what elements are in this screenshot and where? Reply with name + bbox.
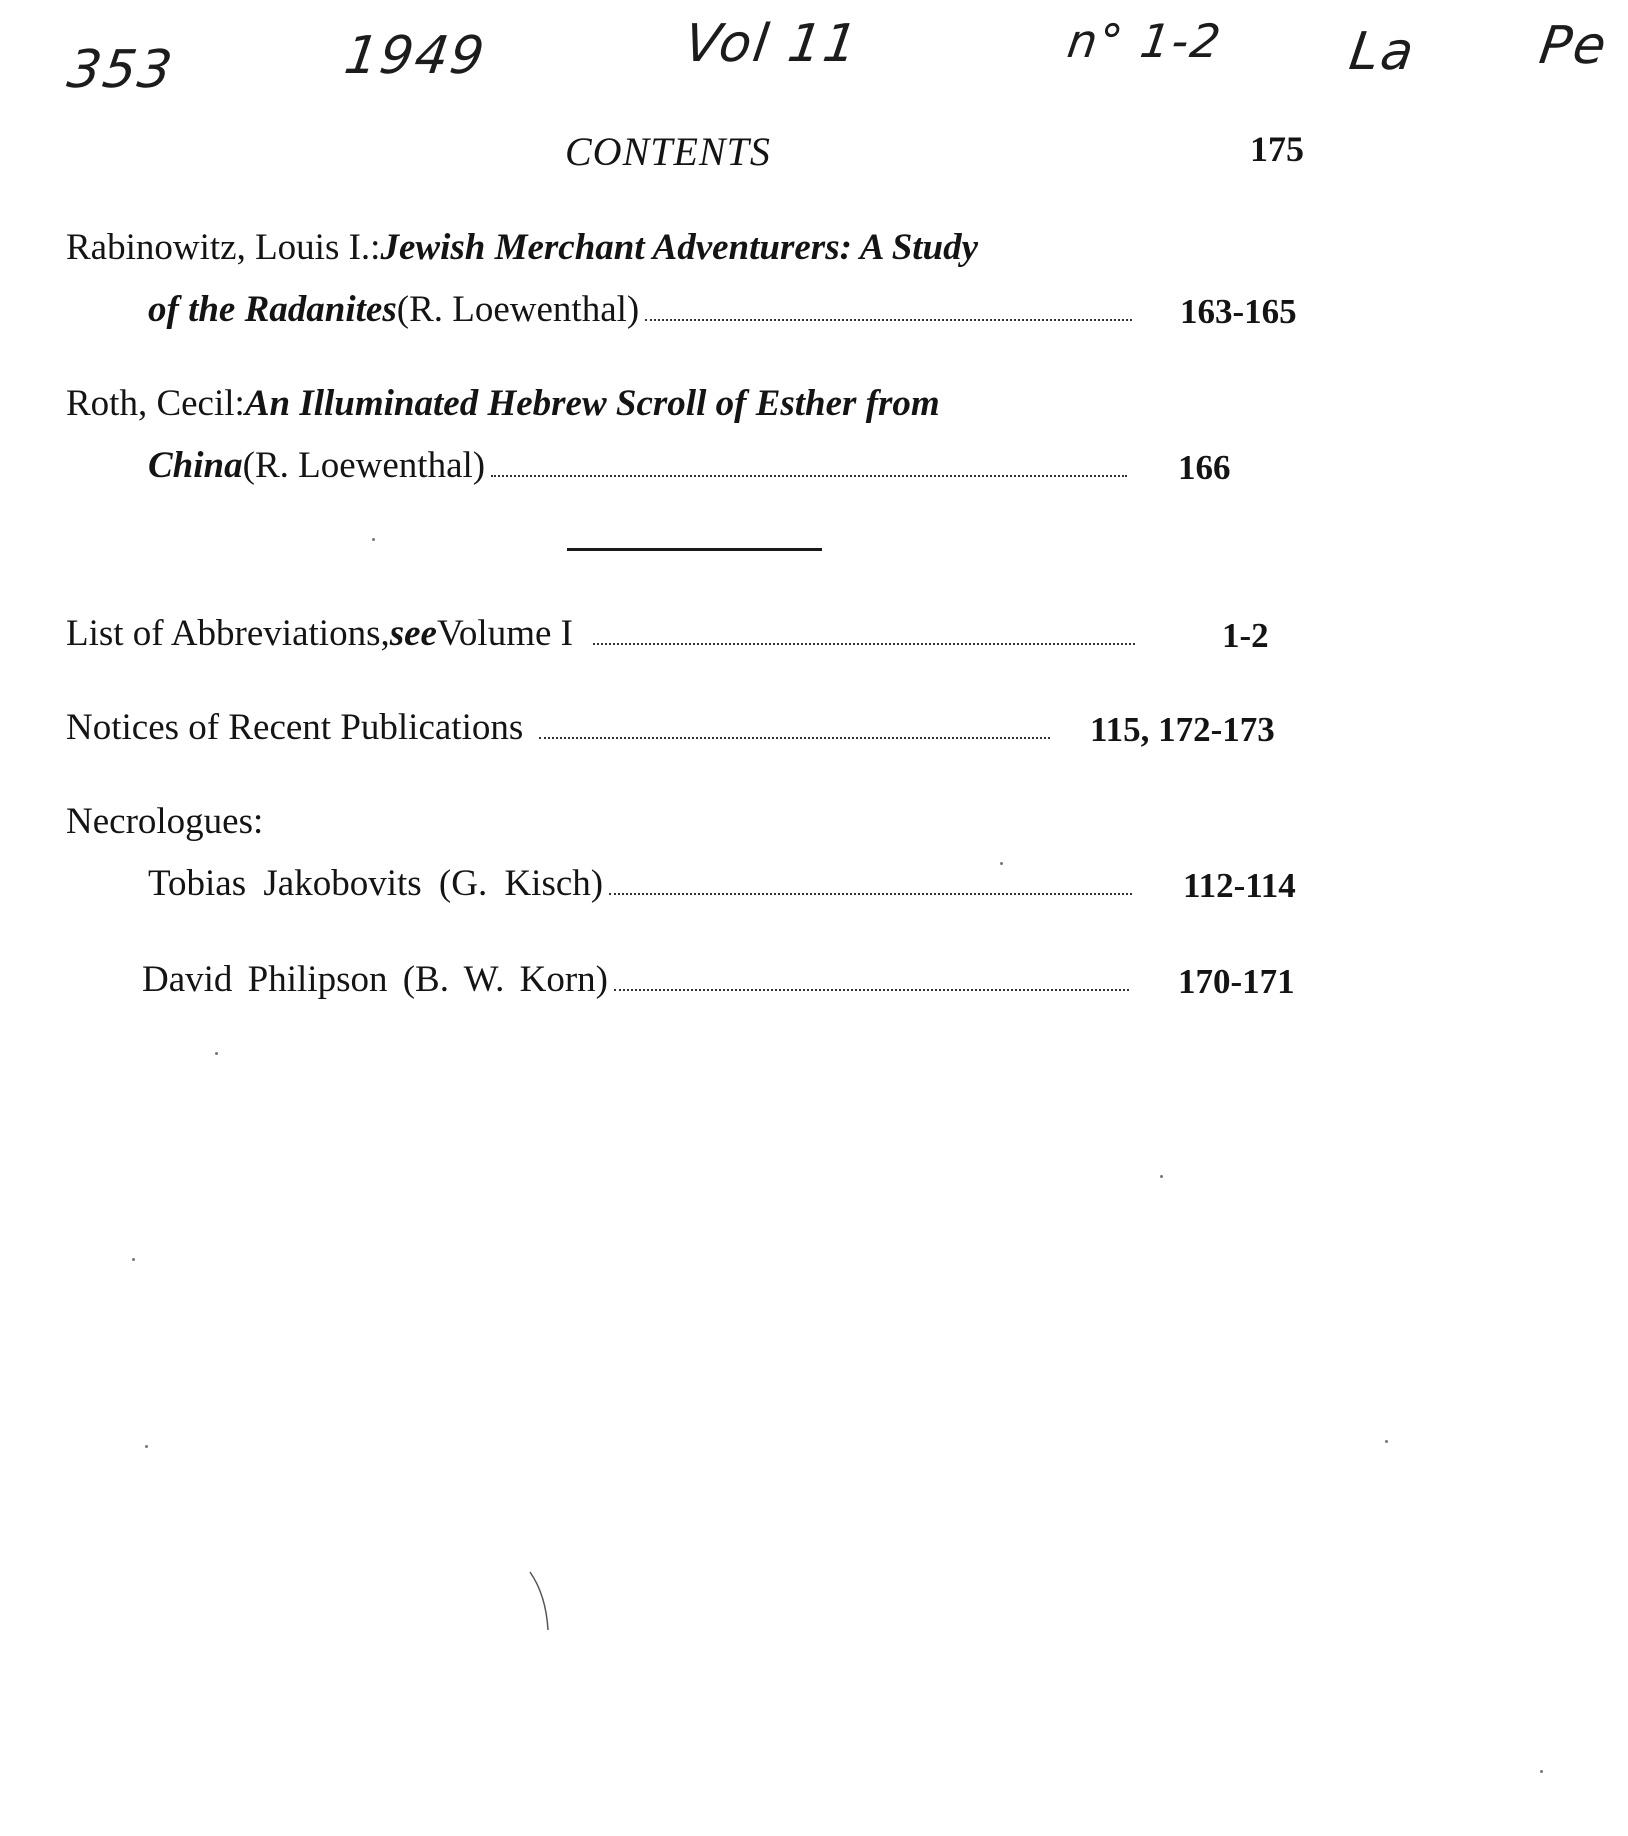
notices-pages: 115, 172-173: [1090, 710, 1275, 749]
necrologue-jakobovits-pages: 112-114: [1183, 866, 1296, 905]
entry-reviewer: (R. Loewenthal): [396, 289, 640, 330]
abbreviations-pages: 1-2: [1222, 616, 1269, 655]
page-number: 175: [1250, 129, 1304, 169]
scan-speck: [1385, 1440, 1388, 1443]
handwritten-year: 1949: [340, 26, 490, 86]
entry-reviewer: (R. Loewenthal): [242, 445, 486, 486]
entry-roth-line1: [66, 382, 940, 425]
necrologue-philipson-pages: 170-171: [1178, 962, 1295, 1001]
notices-line: [66, 706, 1056, 749]
handwritten-note-a: La: [1345, 22, 1420, 82]
scan-speck: [1000, 862, 1003, 865]
scan-speck: [215, 1052, 218, 1055]
entry-roth-pages: 166: [1178, 448, 1231, 487]
necrologues-heading: Necrologues:: [66, 801, 264, 842]
dot-leader: [491, 475, 1127, 477]
entry-roth-line2: [148, 444, 1133, 487]
dot-leader: [614, 989, 1129, 991]
necrologue-philipson-line: [142, 958, 1135, 1001]
entry-rabinowitz-pages: 163-165: [1180, 292, 1297, 331]
dot-leader: [593, 643, 1135, 645]
scan-speck: [145, 1445, 148, 1448]
section-divider: [567, 548, 822, 551]
dot-leader: [645, 319, 1132, 321]
entry-title: An Illuminated Hebrew Scroll of Esther from: [244, 383, 940, 424]
scan-speck: [132, 1258, 135, 1261]
entry-author: Roth, Cecil:: [66, 383, 245, 424]
page-title: CONTENTS: [565, 129, 771, 174]
handwritten-note-b: Pe: [1535, 16, 1612, 76]
necrologue-label: Tobias Jakobovits (G. Kisch): [148, 863, 604, 904]
entry-title-cont: China: [148, 445, 243, 486]
scan-speck: [1160, 1175, 1163, 1178]
necrologue-jakobovits-line: [148, 862, 1138, 905]
abbreviations-line: [66, 612, 1141, 655]
necrologue-label: David Philipson (B. W. Korn): [142, 959, 608, 1000]
entry-rabinowitz-line2: [148, 288, 1138, 331]
dot-leader: [539, 737, 1050, 739]
handwritten-volume: Vol 11: [680, 14, 863, 74]
entry-rabinowitz-line1: [66, 226, 978, 269]
entry-title: Jewish Merchant Adventurers: A Study: [380, 227, 979, 268]
scan-speck: [372, 538, 375, 541]
entry-title-cont: of the Radanites: [148, 289, 397, 330]
handwritten-number: 353: [63, 40, 178, 100]
dot-leader: [609, 893, 1132, 895]
scan-mark: [528, 1570, 558, 1640]
notices-label: Notices of Recent Publications: [66, 707, 524, 748]
scan-speck: [1540, 1770, 1543, 1773]
abbreviations-label: List of Abbreviations,: [66, 613, 390, 654]
abbreviations-see: see: [389, 613, 437, 654]
entry-author: Rabinowitz, Louis I.:: [66, 227, 381, 268]
handwritten-issue: n° 1-2: [1064, 14, 1226, 68]
abbreviations-volume: Volume I: [436, 613, 573, 654]
